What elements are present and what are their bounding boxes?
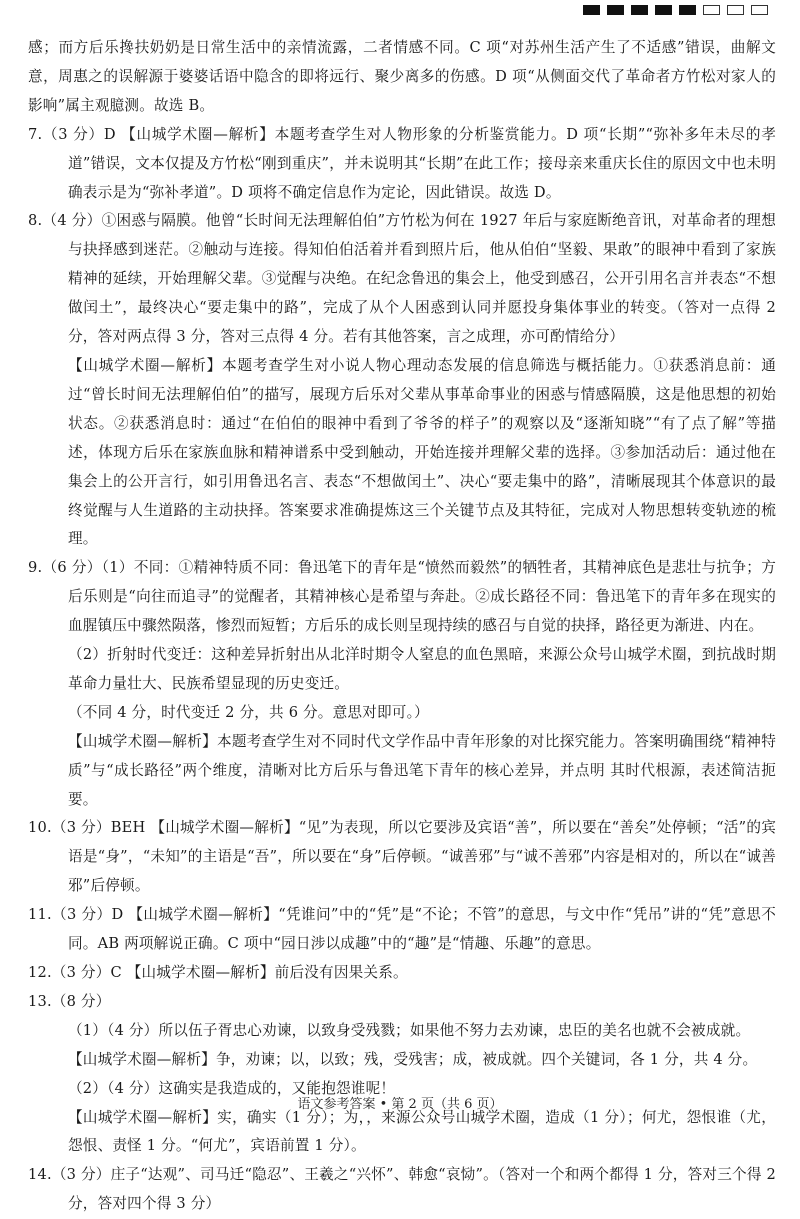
analysis-q8: 【山城学术圈—解析】本题考查学生对小说人物心理动态发展的信息筛选与概括能力。①获悉消息前：通过“曾长时间无法理解伯伯”的描写，展现方后乐对父辈从事革命事业的困惑与情感隔膜，这是他思想的初始状态。②获悉消息时：通过“在伯伯的眼神中看到了爷爷的样子”的观察以及“逐渐知晓”“有了点了解”等描述，体现方后乐在家族血脉和精神谱系中受到触动，开始连接并理解父辈的选择。③参加活动后：通过他在集会上的公开言行，如引用鲁迅名言、表态“不想做闰土”、决心“要走集中的路”，清晰展现其个体意识的最终觉醒与人生道路的主动抉择。答案要求准确提炼这三个关键节点及其特征，完成对人物思想转变轨迹的梳理。 — [68, 356, 776, 548]
answer-q9-part2: （2）折射时代变迁：这种差异折射出从北洋时期令人窒息的血色黑暗，来源公众号山城学术圈，到抗战时期革命力量壮大、民族希望显现的历史变迁。 — [68, 646, 776, 692]
page-mark — [607, 5, 624, 15]
answer-q13: 13.（8 分） — [28, 992, 111, 1010]
answer-q13-part1: （1）（4 分）所以伍子胥忠心劝谏，以致身受残戮；如果他不努力去劝谏，忠臣的美名也就不会被成就。 — [68, 1021, 751, 1039]
answer-q12: 12.（3 分）C 【山城学术圈—解析】前后没有因果关系。 — [28, 964, 408, 981]
analysis-q13-part1: 【山城学术圈—解析】争，劝谏；以，以致；残，受残害；成，被成就。四个关键词，各 1 分，共 4 分。 — [68, 1050, 758, 1068]
answer-q13-part2: （2）（4 分）这确实是我造成的，又能抱怨谁呢！ — [68, 1079, 396, 1097]
answer-q8: 8.（4 分）①困惑与隔膜。他曾“长时间无法理解伯伯”方竹松为何在 1927 年后与家庭断绝音讯，对革命者的理想与抉择感到迷茫。②触动与连接。得知伯伯活着并看到照片后，他从伯伯“坚毅、果敢”的眼神中看到了家族精神的延续，开始理解父辈。③觉醒与决绝。在纪念鲁迅的集会上，他受到感召，公开引用名言并表态“不想做闰土”，最终决心“要走集中的路”，完成了从个人困惑到认同并愿投身集体事业的转变。（答对一点得 2 分，答对两点得 3 分，答对三点得 4 分。若有其他答案，言之成理，亦可酌情给分） — [28, 212, 776, 346]
page-progress-marks — [583, 5, 768, 15]
page-mark — [655, 5, 672, 15]
analysis-q13-part2: 【山城学术圈—解析】实，确实（1 分）；为，，来源公众号山城学术圈，造成（1 分）；何尤，怨恨谁（尤，怨恨、责怪 1 分。“何尤”，宾语前置 1 分）。 — [68, 1108, 776, 1155]
answer-content — [28, 34, 776, 1219]
scoring-q9: （不同 4 分，时代变迁 2 分，共 6 分。意思对即可。） — [68, 703, 429, 721]
page-footer: 语文参考答案 • 第 2 页（共 6 页） — [297, 1097, 503, 1112]
page-mark — [751, 5, 768, 15]
answer-q14: 14.（3 分）庄子“达观”、司马迁“隐忍”、王羲之“兴怀”、韩愈“哀恸”。（答对一个和两个都得 1 分，答对三个得 2 分，答对四个得 3 分） — [28, 1166, 776, 1213]
page-mark — [703, 5, 720, 15]
page-mark — [727, 5, 744, 15]
page-mark — [583, 5, 600, 15]
q6-continuation: 感；而方后乐搀扶奶奶是日常生活中的亲情流露，二者情感不同。C 项“对苏州生活产生了不适感”错误，曲解文意，周惠之的误解源于婆婆话语中隐含的即将远行、聚少离多的伤感。D 项“从侧面交代了革命者方竹松对家人的影响”属主观臆测。故选 B。 — [28, 39, 776, 114]
answer-q10: 10.（3 分）BEH 【山城学术圈—解析】“见”为表现，所以它要涉及宾语“善”，所以要在“善矣”处停顿；“活”的宾语是“身”，“未知”的主语是“吾”，所以要在“身”后停顿。“诚善邪”与“诚不善邪”内容是相对的，所以在“诚善邪”后停顿。 — [28, 819, 776, 895]
answer-q9-part1: 9.（6 分）（1）不同：①精神特质不同：鲁迅笔下的青年是“愤然而毅然”的牺牲者，其精神底色是悲壮与抗争；方后乐则是“向往而追寻”的觉醒者，其精神核心是希望与奔赴。②成长路径不同：鲁迅笔下的青年多在现实的血腥镇压中骤然陨落，惨烈而短暂；方后乐的成长则呈现持续的感召与自觉的抉择，路径更为渐进、内在。 — [28, 559, 776, 635]
answer-q7: 7.（3 分）D 【山城学术圈—解析】本题考查学生对人物形象的分析鉴赏能力。D 项“长期”“弥补多年未尽的孝道”错误，文本仅提及方竹松“刚到重庆”，并未说明其“长期”在此工作；接母亲来重庆长住的原因文中也未明确表示是为“弥补孝道”。D 项将不确定信息作为定论，因此错误。故选 D。 — [28, 125, 776, 201]
answer-q11: 11.（3 分）D 【山城学术圈—解析】“凭谁问”中的“凭”是“不论；不管”的意思，与文中作“凭吊”讲的“凭”意思不同。AB 两项解说正确。C 项中“园日涉以成趣”中的“趣”是“情趣、乐趣”的意思。 — [28, 906, 776, 953]
page-mark — [679, 5, 696, 15]
analysis-q9: 【山城学术圈—解析】本题考查学生对不同时代文学作品中青年形象的对比探究能力。答案明确围绕“精神特质”与“成长路径”两个维度，清晰对比方后乐与鲁迅笔下青年的核心差异，并点明 其时代根源，表述简洁扼要。 — [68, 732, 776, 808]
page-mark — [631, 5, 648, 15]
